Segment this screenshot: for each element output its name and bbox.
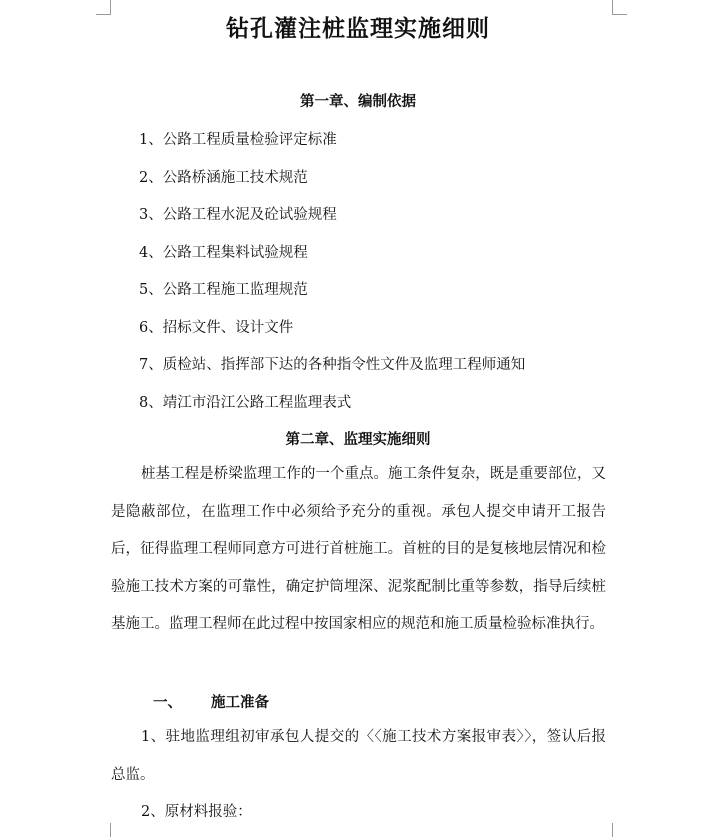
step-1-paragraph: 1、驻地监理组初审承包人提交的〈〈施工技术方案报审表〉〉，签认后报总监。 bbox=[111, 729, 606, 783]
basis-item-6: 6、招标文件、设计文件 bbox=[139, 320, 294, 336]
basis-item-3: 3、公路工程水泥及砼试验规程 bbox=[139, 207, 337, 223]
basis-item-4: 4、公路工程集料试验规程 bbox=[139, 245, 308, 261]
document-title: 钻孔灌注桩监理实施细则 bbox=[226, 15, 490, 42]
basis-item-2: 2、公路桥涵施工技术规范 bbox=[139, 170, 308, 186]
basis-item-7: 7、质检站、指挥部下达的各种指令性文件及监理工程师通知 bbox=[139, 357, 526, 373]
crop-mark-bottom-left bbox=[96, 823, 111, 837]
section-1-number: 一、 bbox=[153, 694, 182, 711]
basis-item-1: 1、公路工程质量检验评定标准 bbox=[139, 132, 337, 148]
chapter-2-heading: 第二章、监理实施细则 bbox=[285, 431, 431, 448]
crop-mark-bottom-right bbox=[612, 823, 627, 837]
section-1-heading bbox=[153, 691, 269, 712]
step-2-paragraph: 2、原材料报验： bbox=[141, 804, 252, 820]
chapter-1-heading: 第一章、编制依据 bbox=[300, 93, 416, 110]
basis-item-5: 5、公路工程施工监理规范 bbox=[139, 282, 308, 298]
basis-item-8: 8、靖江市沿江公路工程监理表式 bbox=[139, 395, 352, 411]
section-1-title: 施工准备 bbox=[211, 694, 269, 711]
chapter-2-intro-paragraph: 桩基工程是桥梁监理工作的一个重点。施工条件复杂，既是重要部位，又是隐蔽部位，在监理工作中必须给予充分的重视。承包人提交申请开工报告后，征得监理工程师同意方可进行首桩施工。首桩的目的是复核地层情况和检验施工技术方案的可靠性，确定护筒埋深、泥浆配制比重等参数，指导后续桩基施工。监理工程师在此过程中按国家相应的规范和施工质量检验标准执行。 bbox=[111, 466, 606, 633]
